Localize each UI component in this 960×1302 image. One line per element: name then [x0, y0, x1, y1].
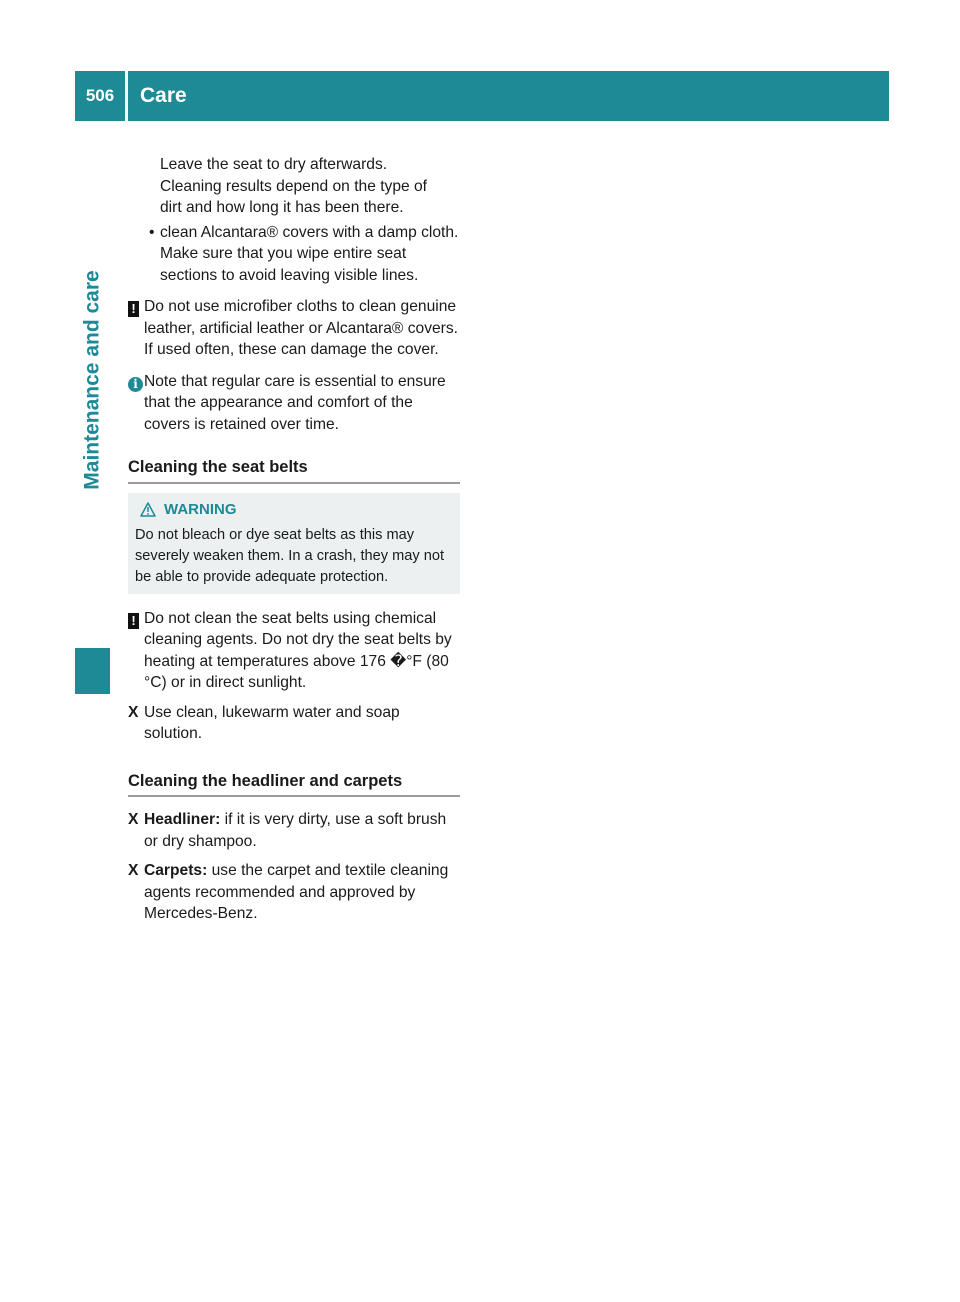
heading-seat-belts: Cleaning the seat belts: [128, 457, 460, 484]
step-mark: X: [128, 811, 139, 828]
side-tab-label: Maintenance and care: [80, 269, 104, 490]
header-bar: [75, 71, 889, 121]
page-number: 506: [85, 86, 115, 105]
step-headliner-lead: Headliner:: [144, 811, 221, 828]
note-chemical: [128, 608, 460, 694]
step-water: [128, 702, 460, 745]
note-info-text: Note that regular care is essential to ensure that the appearance and comfort of the covers is retained over time.: [144, 372, 446, 433]
note-chemical-text: Do not clean the seat belts using chemical cleaning agents. Do not dry the seat belts by heating at temperatures above 176 �°F (80 °C) or in direct sunlight.: [144, 609, 452, 691]
note-info: [128, 371, 460, 436]
step-carpets: [128, 860, 460, 925]
content-column: [128, 154, 460, 925]
note-microfiber: [128, 296, 460, 361]
exclamation-icon: !: [128, 298, 139, 320]
side-tab-block: [75, 648, 110, 694]
bullet-text: clean Alcantara® covers with a damp cloth. Make sure that you wipe entire seat sections to avoid leaving visible lines.: [160, 223, 459, 284]
step-headliner-text: if it is very dirty, use a soft brush or dry shampoo.: [144, 811, 447, 850]
note-microfiber-text: Do not use microfiber cloths to clean genuine leather, artificial leather or Alcantara® covers. If used often, these can damage the cover.: [144, 298, 458, 358]
warning-title: WARNING: [164, 500, 237, 518]
list-item: [128, 222, 460, 287]
info-icon: i: [128, 373, 143, 395]
side-tab: [75, 121, 110, 638]
step-carpets-lead: Carpets:: [144, 862, 208, 879]
warning-box: [128, 493, 460, 594]
step-headliner: [128, 809, 460, 852]
header-divider: [125, 71, 128, 121]
warning-triangle-icon: [140, 502, 156, 517]
continuation-line-2: Cleaning results depend on the type of: [160, 177, 428, 195]
bullet-mark: •: [149, 223, 155, 241]
warning-header: [135, 499, 452, 520]
section-title: Care: [140, 84, 187, 107]
warning-text: Do not bleach or dye seat belts as this may severely weaken them. In a crash, they may not be able to provide adequate protection.: [135, 526, 445, 585]
continuation-line-1: Leave the seat to dry afterwards.: [160, 156, 388, 173]
exclamation-icon: !: [128, 610, 139, 632]
step-mark: X: [128, 703, 139, 721]
step-carpets-text: use the carpet and textile cleaning agents recommended and approved by Mercedes-Benz.: [144, 862, 449, 922]
continuation-line-3: dirt and how long it has been there.: [160, 199, 404, 216]
step-mark: X: [128, 862, 139, 879]
heading-headliner: Cleaning the headliner and carpets: [128, 771, 460, 798]
step-water-text: Use clean, lukewarm water and soap solution.: [144, 703, 400, 742]
